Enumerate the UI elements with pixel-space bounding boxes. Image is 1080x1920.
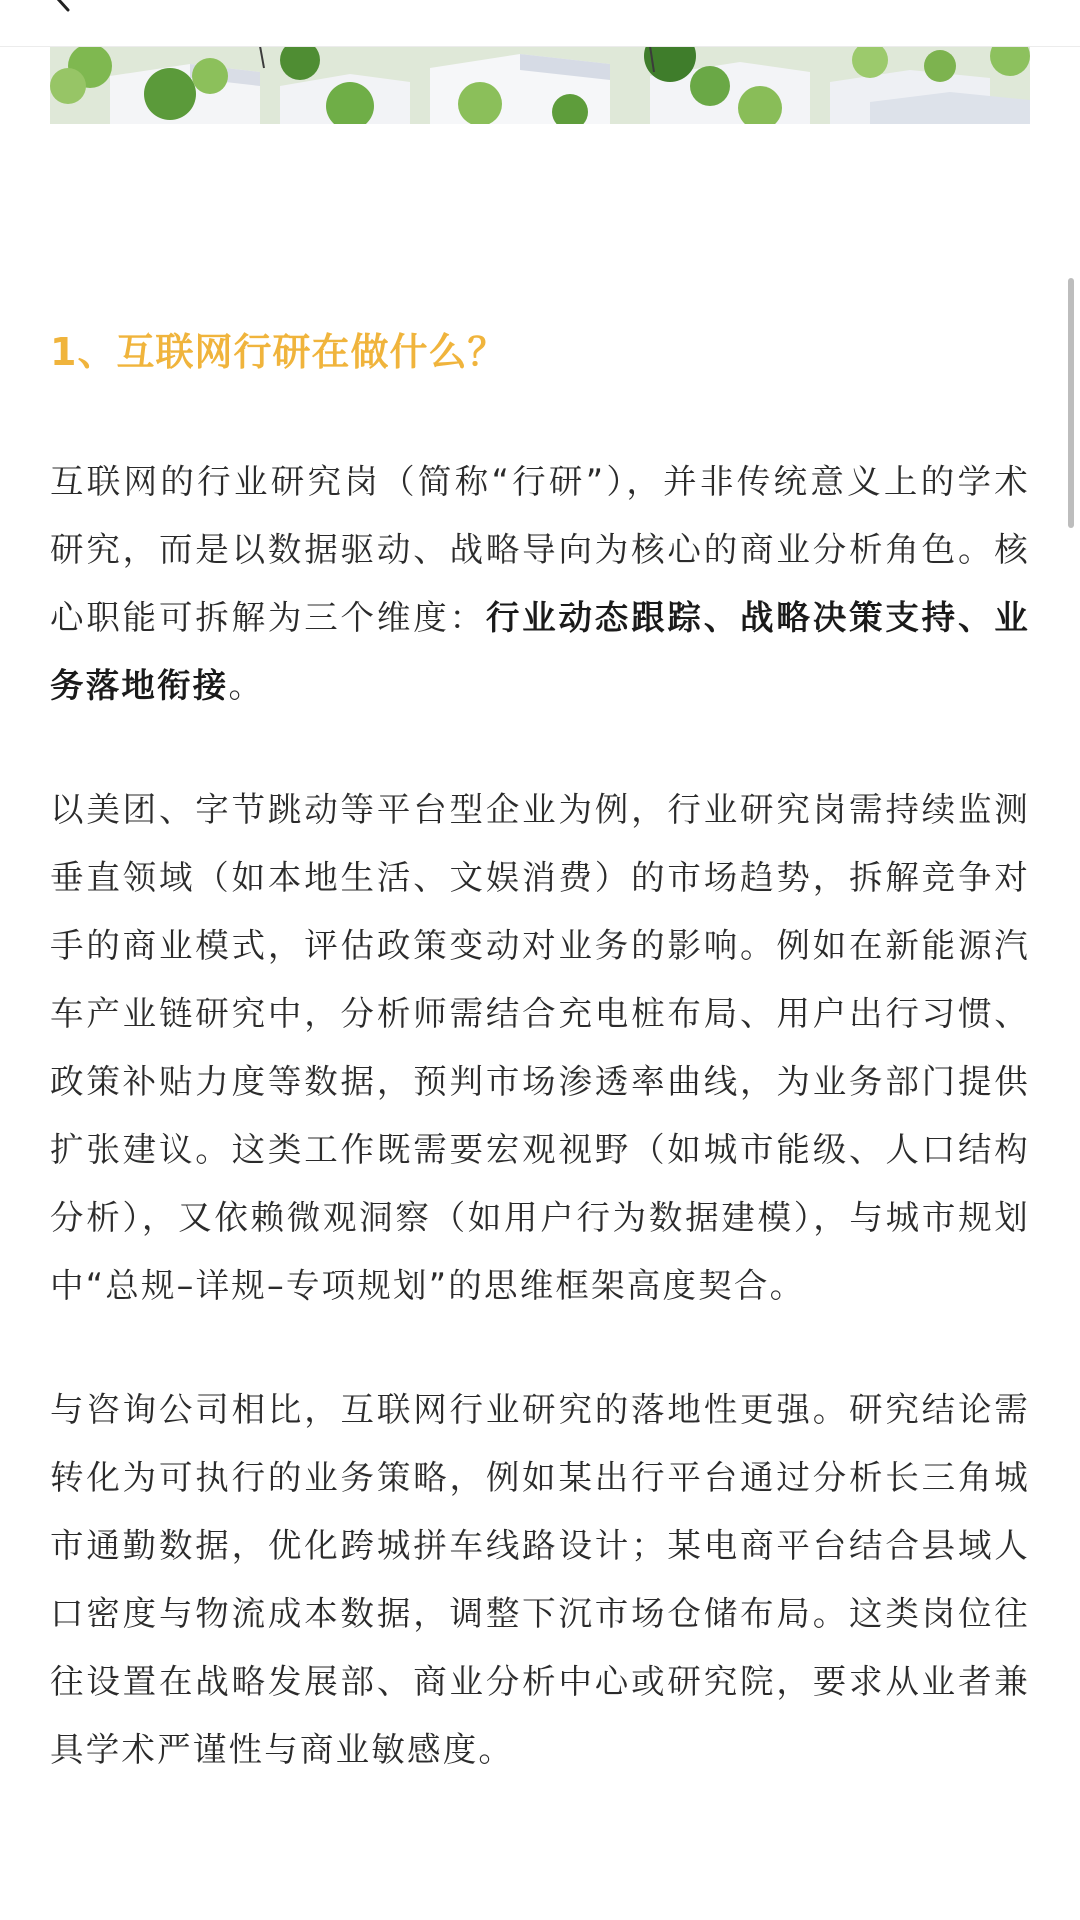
paragraph-3: 与咨询公司相比，互联网行业研究的落地性更强。研究结论需转化为可执行的业务策略，例如某出行平台通过分析长三角城市通勤数据，优化跨城拼车线路设计；某电商平台结合县域人口密度与物流成本数据，调整下沉市场仓储布局。这类岗位往往设置在战略发展部、商业分析中心或研究院，要求从业者兼具学术严谨性与商业敏感度。	[50, 1390, 1030, 1769]
scrollbar-thumb[interactable]	[1068, 278, 1074, 528]
paragraph-1-end: 。	[228, 666, 265, 705]
paragraph-2: 以美团、字节跳动等平台型企业为例，行业研究岗需持续监测垂直领域（如本地生活、文娱消费）的市场趋势，拆解竞争对手的商业模式，评估政策变动对业务的影响。例如在新能源汽车产业链研究中，分析师需结合充电桩布局、用户出行习惯、政策补贴力度等数据，预判市场渗透率曲线，为业务部门提供扩张建议。这类工作既需要宏观视野（如城市能级、人口结构分析），又依赖微观洞察（如用户行为数据建模），与城市规划中“总规–详规–专项规划”的思维框架高度契合。	[50, 790, 1030, 1305]
section-heading: 1、互联网行研在做什么？	[50, 330, 507, 374]
paragraph-1-bold: 行业动态跟踪、战略决策支持、业务落地衔接	[50, 598, 1030, 705]
banner-illustration	[50, 46, 1030, 124]
paragraph-1	[50, 448, 1030, 720]
article-body	[50, 320, 1030, 1784]
chevron-left-icon[interactable]	[50, 0, 76, 12]
paragraph-1-text: 互联网的行业研究岗（简称“行研”），并非传统意义上的学术研究，而是以数据驱动、战略导向为核心的商业分析角色。核心职能可拆解为三个维度：	[50, 462, 1030, 637]
scrollbar[interactable]	[1066, 46, 1080, 1920]
top-nav-bar	[0, 0, 1080, 47]
